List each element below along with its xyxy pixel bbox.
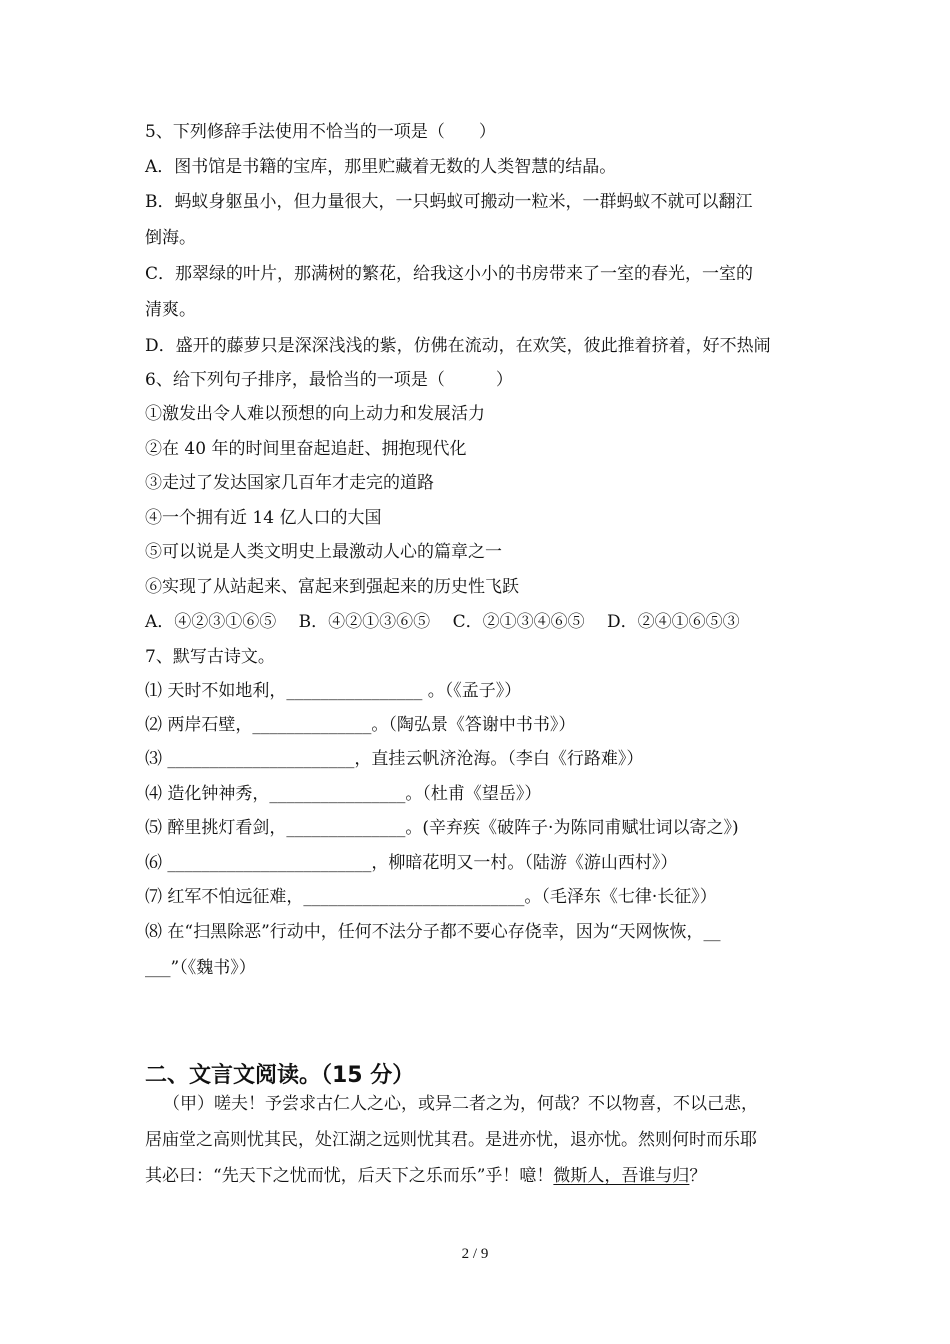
- q7-item-6: ⑹ ________________________，柳暗花明又一村。（陆游《游山西村》）: [145, 853, 678, 873]
- q6-sentence-3: ③走过了发达国家几百年才走完的道路: [145, 473, 434, 493]
- section-heading: 二、文言文阅读。（15 分）: [145, 1063, 415, 1088]
- q7-item-8-line1: ⑻ 在“扫黑除恶”行动中，任何不法分子都不要心存侥幸，因为“天网恢恢，__: [145, 922, 721, 942]
- q6-sentence-5: ⑤可以说是人类文明史上最激动人心的篇章之一: [145, 542, 502, 562]
- q7-item-7: ⑺ 红军不怕远征难，__________________________。（毛泽东《七律·长征》）: [145, 887, 717, 907]
- page-number: 2 / 9: [461, 1246, 489, 1262]
- passage-line-3-text: 其必曰：“先天下之忧而忧，后天下之乐而乐”乎！噫！: [145, 1166, 554, 1186]
- passage-line-1: （甲）嗟夫！予尝求古仁人之心，或异二者之为，何哉？不以物喜，不以己悲，: [163, 1094, 758, 1114]
- q5-option-c-line2: 清爽。: [145, 300, 196, 320]
- underlined-phrase: 微斯人，吾谁与归: [553, 1166, 690, 1186]
- passage-line-3: [145, 1168, 706, 1185]
- q5-option-c-line1: C．那翠绿的叶片，那满树的繁花，给我这小小的书房带来了一室的春光，一室的: [145, 264, 754, 284]
- q7-item-4: ⑷ 造化钟神秀，________________。（杜甫《望岳》）: [145, 784, 542, 804]
- q7-item-5: ⑸ 醉里挑灯看剑，______________。(辛弃疾《破阵子·为陈同甫赋壮词以寄之》): [145, 818, 739, 838]
- q5-option-d: D．盛开的藤萝只是深深浅浅的紫，仿佛在流动，在欢笑，彼此推着挤着，好不热闹: [145, 336, 771, 356]
- q6-sentence-4: ④一个拥有近 14 亿人口的大国: [145, 508, 382, 528]
- q6-sentence-2: ②在 40 年的时间里奋起追赶、拥抱现代化: [145, 439, 467, 459]
- q7-item-8-line2: ___”（《魏书》）: [145, 958, 256, 978]
- passage-line-3-end: ？: [689, 1166, 707, 1186]
- q6-sentence-1: ①激发出令人难以预想的向上动力和发展活力: [145, 404, 485, 424]
- passage-line-2: 居庙堂之高则忧其民，处江湖之远则忧其君。是进亦忧，退亦忧。然则何时而乐耶: [145, 1130, 757, 1150]
- q7-title: 7、默写古诗文。: [145, 647, 275, 667]
- q5-option-b-line1: B．蚂蚁身躯虽小，但力量很大，一只蚂蚁可搬动一粒米，一群蚂蚁不就可以翻江: [145, 192, 753, 212]
- q7-item-3: ⑶ ______________________，直挂云帆济沧海。（李白《行路难》）: [145, 749, 644, 769]
- q7-item-1: ⑴ 天时不如地利，________________ 。（《孟子》）: [145, 681, 522, 701]
- q5-option-a: A．图书馆是书籍的宝库，那里贮藏着无数的人类智慧的结晶。: [145, 157, 617, 177]
- q6-sentence-6: ⑥实现了从站起来、富起来到强起来的历史性飞跃: [145, 577, 519, 597]
- q5-title: 5、下列修辞手法使用不恰当的一项是（ ）: [145, 122, 496, 142]
- q7-item-2: ⑵ 两岸石壁，______________。（陶弘景《答谢中书书》）: [145, 715, 576, 735]
- q6-title: 6、给下列句子排序，最恰当的一项是（ ）: [145, 370, 513, 390]
- q5-option-b-line2: 倒海。: [145, 228, 196, 248]
- q6-options: A．④②③①⑥⑤ B．④②①③⑥⑤ C．②①③④⑥⑤ D．②④①⑥⑤③: [145, 612, 740, 632]
